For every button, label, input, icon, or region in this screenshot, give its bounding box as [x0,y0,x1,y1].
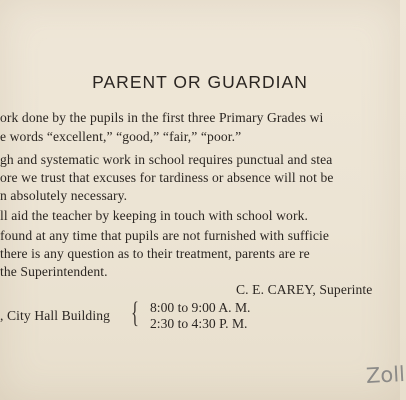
body-line-9: the Superintendent. [0,264,108,279]
body-line-1: ork done by the pupils in the first three Primary Grades wi [0,110,324,125]
body-line-8: there is any question as to their treatment, parents are re [0,246,310,261]
brace-glyph: { [131,296,139,329]
body-line-6: ll aid the teacher by keeping in touch with school work. [0,208,308,223]
office-location: , City Hall Building [0,308,110,323]
body-line-5: n absolutely necessary. [0,188,128,203]
card-title: PARENT OR GUARDIAN [92,72,308,92]
body-line-4: ore we trust that excuses for tardiness or absence will not be [0,170,334,185]
body-line-7: found at any time that pupils are not furnished with sufficie [0,228,330,243]
pencil-annotation: Zoll [365,361,406,389]
body-line-3: gh and systematic work in school requires punctual and stea [0,152,333,167]
hours-afternoon: 2:30 to 4:30 P. M. [150,316,248,331]
signature: C. E. CAREY, Superinte [236,282,373,297]
hours-morning: 8:00 to 9:00 A. M. [150,300,251,315]
body-line-2: e words “excellent,” “good,” “fair,” “poor.” [0,129,242,144]
